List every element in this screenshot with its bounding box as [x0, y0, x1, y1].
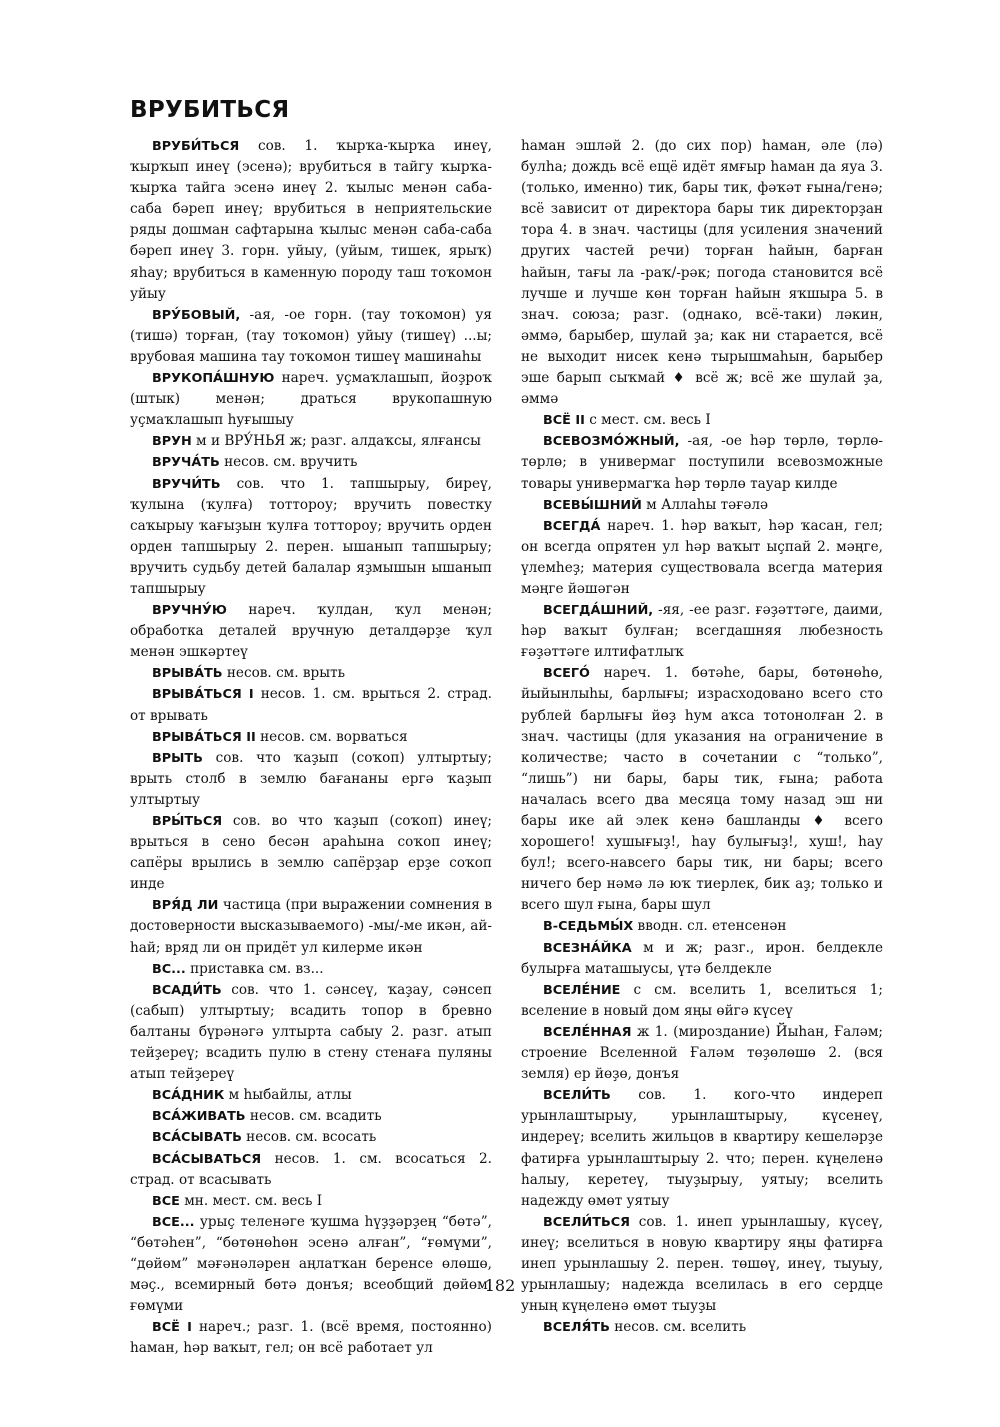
entry-definition: сов. 1. ҡырҡа-ҡырҡа инеү, ҡырҡып инеү (эсенә); врубиться в тайгу ҡырҡа-ҡырҡа тайга эсенә инеү 2. ҡылыс менән саба-саба бәреп инеү; врубиться в неприятельские ряды дошман сафтарына ҡылыс менән саба-саба бәреп инеү 3. горн. уйыу, (уйым, тишек, ярыҡ) яһау; врубиться в каменную породу таш тоҡомон уйыу: [130, 138, 492, 302]
entry-headword: ВРЯ́Д ЛИ: [152, 898, 219, 914]
entry-headword: ВРУБИ́ТЬСЯ: [152, 139, 240, 154]
entry-definition: мн. мест. см. весь I: [184, 1192, 323, 1209]
dictionary-entry: [130, 663, 492, 684]
entry-headword: ВСЕГДА́ШНИЙ,: [543, 603, 654, 619]
dictionary-entry: [130, 368, 492, 431]
dictionary-entry: [521, 980, 883, 1022]
dictionary-entry: [521, 1022, 883, 1085]
entry-headword: ВРУЧА́ТЬ: [152, 455, 220, 471]
entry-definition: несов. 1. см. врыться 2. страд. от врывать: [130, 686, 492, 724]
entry-headword: ВСЕВОЗМО́ЖНЫЙ,: [543, 434, 680, 450]
entry-headword: ВСЕЗНА́ЙКА: [543, 940, 632, 956]
entry-headword: ВСА́ЖИВАТЬ: [152, 1109, 246, 1125]
entry-definition: приставка см. вз...: [190, 960, 324, 977]
dictionary-entry: [130, 895, 492, 958]
dictionary-entry: [130, 1317, 492, 1359]
dictionary-entry: [130, 1149, 492, 1191]
entry-definition: нареч. ҡулдан, ҡул менән; обработка деталей вручную деталдәрҙе ҡул менән эшкәртеү: [130, 602, 492, 661]
entry-headword: ВСАДИ́ТЬ: [152, 982, 222, 998]
entry-headword: ВРЫВА́ТЬСЯ I: [152, 687, 254, 703]
entry-headword: ВСА́ДНИК: [152, 1088, 225, 1104]
entry-headword: ВСЕВЫ́ШНИЙ: [543, 497, 642, 513]
entry-headword: ВС...: [152, 961, 186, 977]
entry-headword: ВСЕГО́: [543, 666, 590, 682]
entry-definition: сов. что ҡаҙып (соҡоп) ултыртыу; врыть столб в землю бағананы ергә ҡаҙып ултыртыу: [130, 749, 492, 808]
dictionary-entry: [521, 916, 883, 937]
entry-definition: сов. что 1. тапшырыу, биреү, ҡулына (ҡулға) тоттороу; вручить повестку саҡырыу ҡағыҙын ҡулға тоттороу; вручить орден орден тапшырыу 2. перен. ышанып тапшырыу; вручить судьбу детей балалар яҙмышын ышанып тапшырыу: [130, 475, 492, 597]
entry-definition: частица (при выражении сомнения в достоверности высказываемого) -мы/-ме икән, ай-һай; вряд ли он придёт ул килерме икән: [130, 897, 492, 956]
dictionary-entry: [130, 684, 492, 726]
entry-definition: сов. что 1. сәнсеү, ҡаҙау, сәнсеп (сабып) ултыртыу; всадить топор в бревно балтаны бүрәнәгә ултырта сабыу 2. разг. атып тейҙереү; всадить пулю в стену стенаға пуляны атып тейҙереү: [130, 981, 492, 1083]
dictionary-entry: [521, 663, 883, 916]
entry-headword: ВРЫВА́ТЬСЯ II: [152, 729, 256, 745]
dictionary-entry: [130, 305, 492, 368]
entry-definition: несов. см. врыть: [226, 665, 345, 682]
entry-headword: ВСЕЛЯ́ТЬ: [543, 1320, 610, 1336]
dictionary-entry: [130, 811, 492, 895]
entry-definition: несов. см. вселить: [614, 1319, 747, 1336]
entry-definition: несов. см. всадить: [249, 1108, 382, 1125]
entry-headword: ВСЕ...: [152, 1214, 195, 1230]
dictionary-entry: [521, 600, 883, 663]
entry-definition: -яя, -ее разг. ғәҙәттәге, даими, һәр ваҡыт булған; всегдашняя любезность ғәҙәттәге илтифатлыҡ: [521, 602, 883, 661]
dictionary-entry: [130, 452, 492, 473]
entry-headword: ВРЫТЬ: [152, 750, 203, 766]
entry-headword: ВСА́СЫВАТЬСЯ: [152, 1151, 262, 1167]
page-number: 182: [484, 1276, 516, 1295]
dictionary-entry: [521, 516, 883, 600]
dictionary-entry: [130, 727, 492, 748]
entry-definition: вводн. сл. етенсенән: [637, 918, 787, 935]
entry-headword: ВРУКОПА́ШНУЮ: [152, 371, 275, 387]
entry-definition: сов. во что ҡаҙып (соҡоп) инеү; врыться в сено бесән араһына соҡоп инеү; сапёры врылись в землю сапёрҙар ерҙе соҡоп инде: [130, 813, 492, 893]
entry-definition: һаман эшләй 2. (до сих пор) һаман, әле (лә) булһа; дождь всё ещё идёт ямғыр һаман да яуа 3. (только, именно) тик, бары тик, фәҡәт ғына/генә; всё зависит от директора бары тик директорҙан тора 4. в знач. частицы (для усиления значений других частей речи) торған һайын, барған һайын, тағы ла -раҡ/-рәк; погода становится всё лучше и лучше көн торған һайын яҡшыра 5. в знач. союза; разг. (однако, всё-таки) ләкин, әммә, барыбер, шулай ҙа; как ни старается, всё не выходит нисек кенә тырышмаһын, барыбер эше барып сыҡмай ♦ всё ж; всё же шулай ҙа, әммә: [521, 138, 883, 408]
dictionary-entry: [130, 1191, 492, 1212]
dictionary-entry: [130, 959, 492, 980]
page-header: ВРУБИТЬСЯ: [130, 97, 290, 123]
entry-definition: несов. см. ворваться: [260, 728, 408, 745]
entry-definition: м и ж; разг., ирон. белдекле булырға маташыусы, үтә белдекле: [521, 939, 884, 977]
entry-headword: ВСЕГДА́: [543, 518, 601, 534]
entry-definition: -ая, -ое горн. (тау тоҡомон) уя (тишә) торған, (тау тоҡомон) уйыу (тишеү) ...ы; врубовая машина тау тоҡомон тишеү машинаһы: [130, 306, 492, 365]
dictionary-entry: [130, 980, 492, 1085]
entry-definition: нареч.; разг. 1. (всё время, постоянно) һаман, һәр ваҡыт, гел; он всё работает ул: [130, 1319, 492, 1357]
entry-definition: м Аллаһы тәғәлә: [646, 496, 769, 513]
entry-definition: ж 1. (мироздание) Йыһан, Ғаләм; строение Вселенной Ғаләм төҙөлөшө 2. (вся земля) ер йөҙө, донъя: [521, 1023, 884, 1083]
right-column: [521, 136, 884, 1336]
entry-definition: нареч. 1. бөтәһе, бары, бөтөнөһө, йыйынлыһы, барлығы; израсходовано всего сто рублей барлығы йөҙ һум аҡса тотонолған 2. в знач. частицы (для указания на ограничение в количестве; часто в сочетании с “только”, “лишь”) ни бары, бары тик, ғына; работа началась всего два месяца тому назад эш ни бары ике ай элек кенә башланды ♦ всего хорошего! хушығыҙ!, һау булығыҙ!, хуш!, һау бул!; всего-навсего бары тик, ни бары; всего ничего бер нәмә лә юҡ тиерлек, бик аҙ; только и всего шул ғына, бары шул: [521, 665, 883, 914]
dictionary-entry: [130, 431, 492, 452]
dictionary-entry: [130, 1106, 492, 1127]
entry-headword: В-СЕДЬМЫ́Х: [543, 919, 634, 935]
entry-definition: м һыбайлы, атлы: [228, 1087, 352, 1104]
entry-headword: ВРУЧНУ́Ю: [152, 603, 227, 619]
entry-headword: ВРЫ́ТЬСЯ: [152, 814, 223, 829]
dictionary-entry: [521, 410, 883, 431]
dictionary-entry: [130, 600, 492, 663]
entry-definition: нареч. уҫмаҡлашып, йоҙроҡ (штык) менән; драться врукопашную уҫмаҡлашып һуғышыу: [130, 370, 492, 429]
dictionary-entry: [521, 1085, 883, 1212]
entry-headword: ВРЫВА́ТЬ: [152, 666, 223, 682]
dictionary-entry: [521, 938, 883, 980]
entry-headword: ВСА́СЫВАТЬ: [152, 1130, 242, 1146]
dictionary-entry: [521, 136, 883, 410]
entry-definition: с см. вселить 1, вселиться 1; вселение в новый дом яңы өйгә күсеү: [521, 981, 883, 1019]
entry-headword: ВРУЧИ́ТЬ: [152, 476, 221, 492]
dictionary-entry: [521, 431, 883, 494]
dictionary-entry: [130, 748, 492, 811]
entry-headword: ВРУ́БОВЫЙ,: [152, 307, 241, 323]
entry-headword: ВРУН: [152, 434, 192, 450]
entry-headword: ВСЕЛЕ́НИЕ: [543, 982, 621, 998]
entry-headword: ВСЁ I: [152, 1320, 192, 1336]
left-column: [130, 136, 492, 1357]
entry-definition: несов. см. вручить: [224, 454, 358, 471]
dictionary-entry: [130, 1085, 492, 1106]
entry-headword: ВСЕЛИ́ТЬСЯ: [543, 1214, 630, 1230]
entry-definition: сов. 1. инеп урынлашыу, күсеү, инеү; вселиться в новую квартиру яңы фатирға инеп урынлашыу 2. перен. төшөү, инеү, тыуыу, урынлашыу; надежда вселилась в его сердце уның күңеленә өмөт тыуҙы: [521, 1213, 883, 1315]
entry-definition: с мест. см. весь I: [589, 412, 711, 429]
entry-headword: ВСЕЛИ́ТЬ: [543, 1088, 611, 1104]
entry-definition: несов. 1. см. всосаться 2. страд. от всасывать: [130, 1150, 492, 1188]
dictionary-entry: [130, 1212, 492, 1317]
dictionary-entry: [130, 1127, 492, 1148]
entry-definition: несов. см. всосать: [246, 1129, 377, 1146]
entry-headword: ВСЕ: [152, 1193, 180, 1209]
entry-definition: -ая, -ое һәр төрлө, төрлө-төрлө; в универмаг поступили всевозможные товары универмагҡа һәр төрлө тауар килде: [521, 433, 883, 492]
entry-definition: м и ВРУ́НЬЯ ж; разг. алдаҡсы, ялғансы: [196, 433, 481, 450]
entry-definition: нареч. 1. һәр ваҡыт, һәр ҡасан, гел; он всегда опрятен ул һәр ваҡыт ыҫпай 2. мәңге, үлемһеҙ; материя существовала всегда материя мәңге йәшәгән: [521, 517, 883, 597]
dictionary-entry: [521, 1317, 883, 1338]
entry-definition: сов. 1. кого-что индереп урынлаштырыу, урынлаштырыу, күсенеү, индереү; вселить жильцов в квартиру кешеләрҙе фатирға урынлаштырыу 2. что; перен. күңеленә һалыу, керетеү, тыуҙырыу, уятыу; вселить надежду өмөт уятыу: [521, 1087, 883, 1209]
dictionary-entry: [130, 474, 492, 601]
entry-headword: ВСЁ II: [543, 413, 585, 429]
dictionary-entry: [521, 495, 883, 516]
entry-headword: ВСЕЛЕ́ННАЯ: [543, 1024, 632, 1040]
entry-definition: урыҫ теленәге ҡушма һүҙҙәрҙең “бөтә”, “бөтәһен”, “бөтөнөһөн эсенә алған”, “ғөмүми”, “дөйөм” мәғәнәләрен аңлатҡан беренсе өлөшө, мәҫ., всемирный бөтә донъя; всеобщий дөйөм, ғөмүми: [130, 1213, 492, 1315]
dictionary-entry: [130, 136, 492, 305]
dictionary-entry: [521, 1212, 883, 1317]
